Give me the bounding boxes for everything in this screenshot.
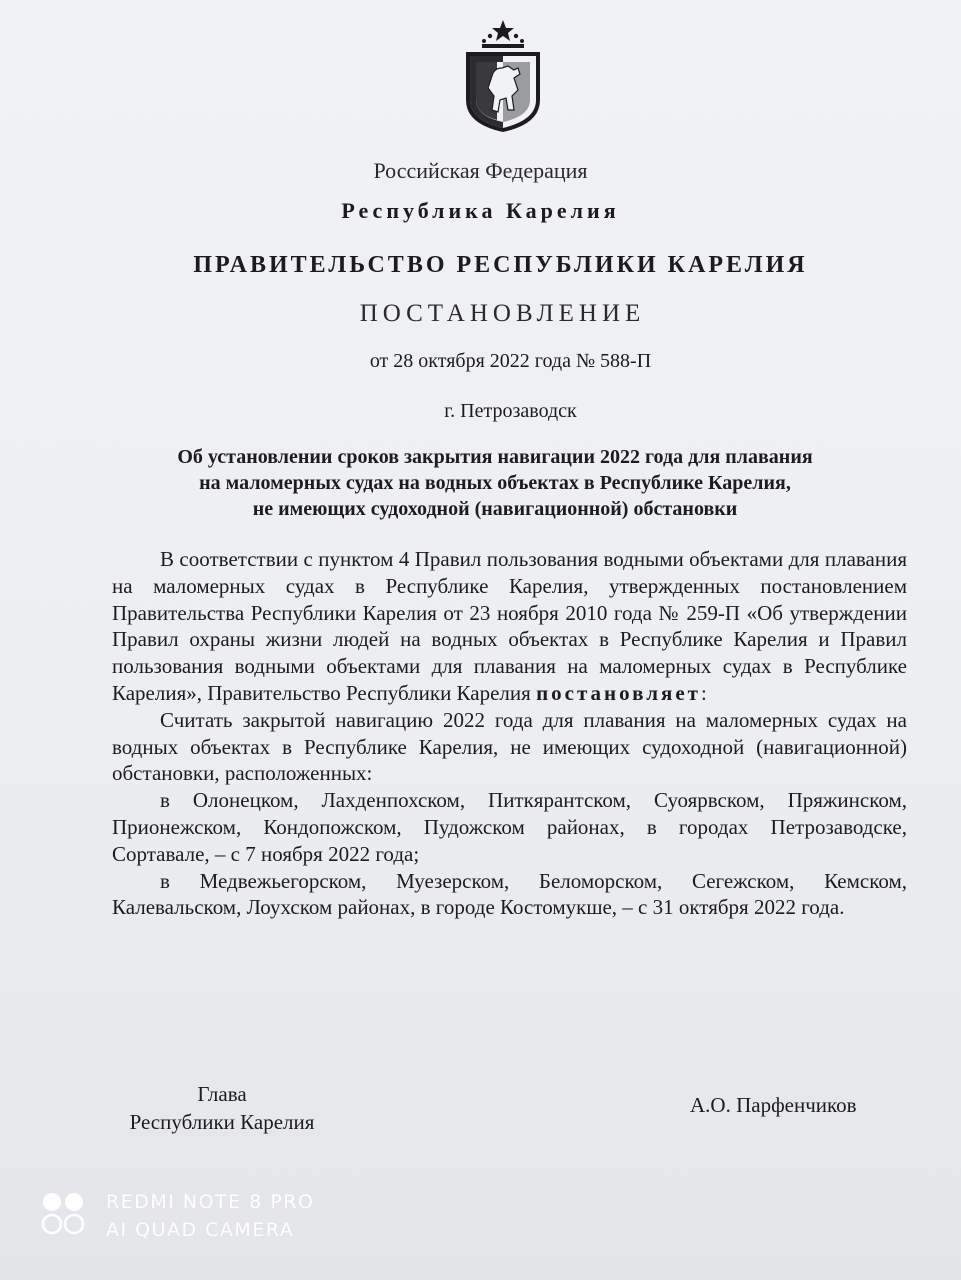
date-number-line: от 28 октября 2022 года № 588-П — [369, 350, 652, 372]
resolves-word: постановляет — [536, 680, 701, 705]
document-type-heading: ПОСТАНОВЛЕНИЕ — [359, 300, 646, 327]
title-line: Об установлении сроков закрытия навигации 2022 года для плавания — [177, 446, 813, 468]
signatory-position — [112, 1080, 332, 1136]
camera-lenses-icon — [40, 1190, 88, 1238]
paragraph-districts-november: в Олонецком, Лахденпохском, Питкярантском, Суоярвском, Пряжинском, Прионежском, Кондопожском, Пудожском районах, в городах Петрозаводске, Сортавале, – с 7 ноября 2022 года; — [112, 788, 907, 866]
paragraph-closing-navigation: Считать закрытой навигацию 2022 года для плавания на маломерных судах на водных объектах в Республике Карелия, не имеющих судоходной (навигационной) обстановки, расположенных: — [112, 707, 907, 786]
preamble-paragraph — [112, 546, 907, 707]
federation-heading: Российская Федерация — [373, 158, 588, 183]
resolution-body — [112, 546, 907, 921]
camera-watermark — [40, 1188, 340, 1248]
signatory-position-line2: Республики Карелия — [129, 1110, 315, 1134]
resolves-colon: : — [700, 680, 707, 705]
signatory-name: А.О. Парфенчиков — [690, 1093, 857, 1117]
camera-model: REDMI NOTE 8 PRO — [106, 1191, 315, 1213]
camera-feature: AI QUAD CAMERA — [106, 1219, 295, 1241]
title-line: не имеющих судоходной (навигационной) обстановки — [252, 498, 738, 520]
title-line: на маломерных судах на водных объектах в Республике Карелия, — [199, 472, 791, 494]
republic-heading: Республика Карелия — [341, 198, 620, 223]
signatory-position-line1: Глава — [197, 1082, 247, 1106]
paragraph-districts-october: в Медвежьегорском, Муезерском, Беломорском, Сегежском, Кемском, Калевальском, Лоухском районах, в городе Костомукше, – с 31 октября 2022 года. — [112, 868, 907, 920]
camera-watermark-text — [106, 1188, 314, 1244]
resolution-title — [100, 444, 890, 522]
government-heading: ПРАВИТЕЛЬСТВО РЕСПУБЛИКИ КАРЕЛИЯ — [193, 252, 808, 278]
city-line: г. Петрозаводск — [444, 400, 577, 422]
karelia-coat-of-arms-icon — [456, 18, 550, 136]
preamble-text: В соответствии с пунктом 4 Правил пользования водными объектами для плавания на маломерных судах в Республике Карелия, утвержденных постановлением Правительства Республики Карелия от 23 ноября 2010 года № 259-П «Об утверждении Правил охраны жизни людей на водных объектах в Республике Карелия и Правил пользования водными объектами для плавания на маломерных судах в Республике Карелия», Правительство Республики Карелия — [112, 547, 907, 705]
